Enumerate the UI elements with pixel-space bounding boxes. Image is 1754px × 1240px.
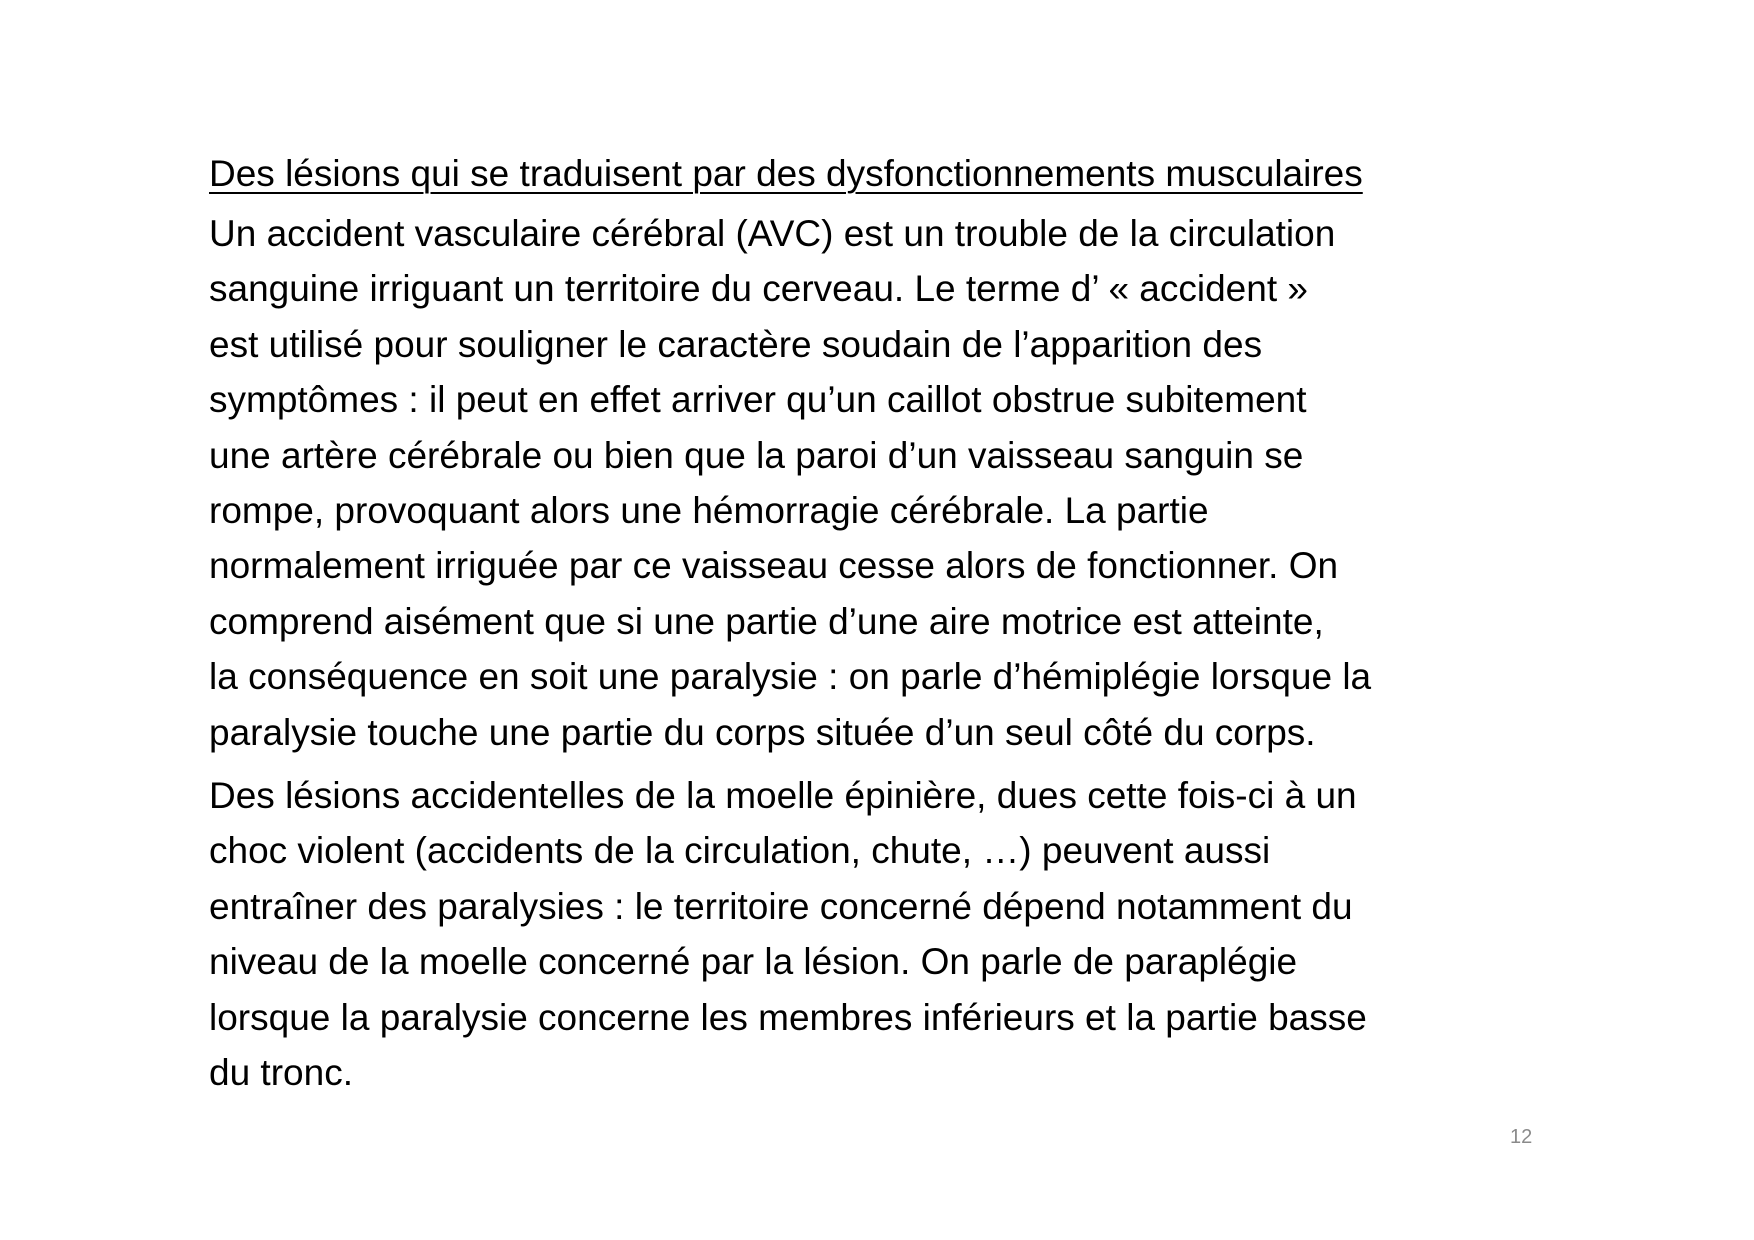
text-line: entraîner des paralysies : le territoire concerné dépend notamment du <box>209 885 1353 927</box>
text-line: sanguine irriguant un territoire du cerveau. Le terme d’ « accident » <box>209 268 1308 310</box>
slide-heading: Des lésions qui se traduisent par des dysfonctionnements musculaires <box>209 153 1363 194</box>
page-number: 12 <box>1510 1126 1533 1148</box>
text-line: une artère cérébrale ou bien que la paroi d’un vaisseau sanguin se <box>209 434 1304 476</box>
text-line: symptômes : il peut en effet arriver qu’un caillot obstrue subitement <box>209 379 1307 421</box>
text-line: rompe, provoquant alors une hémorragie cérébrale. La partie <box>209 490 1209 532</box>
text-line: choc violent (accidents de la circulation, chute, …) peuvent aussi <box>209 830 1271 872</box>
text-line: paralysie touche une partie du corps située d’un seul côté du corps. <box>209 711 1316 753</box>
text-line: Un accident vasculaire cérébral (AVC) est un trouble de la circulation <box>209 213 1336 254</box>
paragraph-moelle <box>209 768 1554 1100</box>
paragraph-avc <box>209 206 1554 760</box>
text-line: lorsque la paralysie concerne les membres inférieurs et la partie basse <box>209 996 1367 1038</box>
text-line: la conséquence en soit une paralysie : on parle d’hémiplégie lorsque la <box>209 656 1372 698</box>
slide-content <box>209 148 1554 1101</box>
text-line: normalement irriguée par ce vaisseau cesse alors de fonctionner. On <box>209 545 1339 587</box>
text-line: Des lésions accidentelles de la moelle épinière, dues cette fois-ci à un <box>209 775 1357 817</box>
text-line: est utilisé pour souligner le caractère soudain de l’apparition des <box>209 323 1263 365</box>
text-line: du tronc. <box>209 1052 353 1094</box>
text-line: niveau de la moelle concerné par la lésion. On parle de paraplégie <box>209 941 1298 983</box>
text-line: comprend aisément que si une partie d’une aire motrice est atteinte, <box>209 600 1324 642</box>
